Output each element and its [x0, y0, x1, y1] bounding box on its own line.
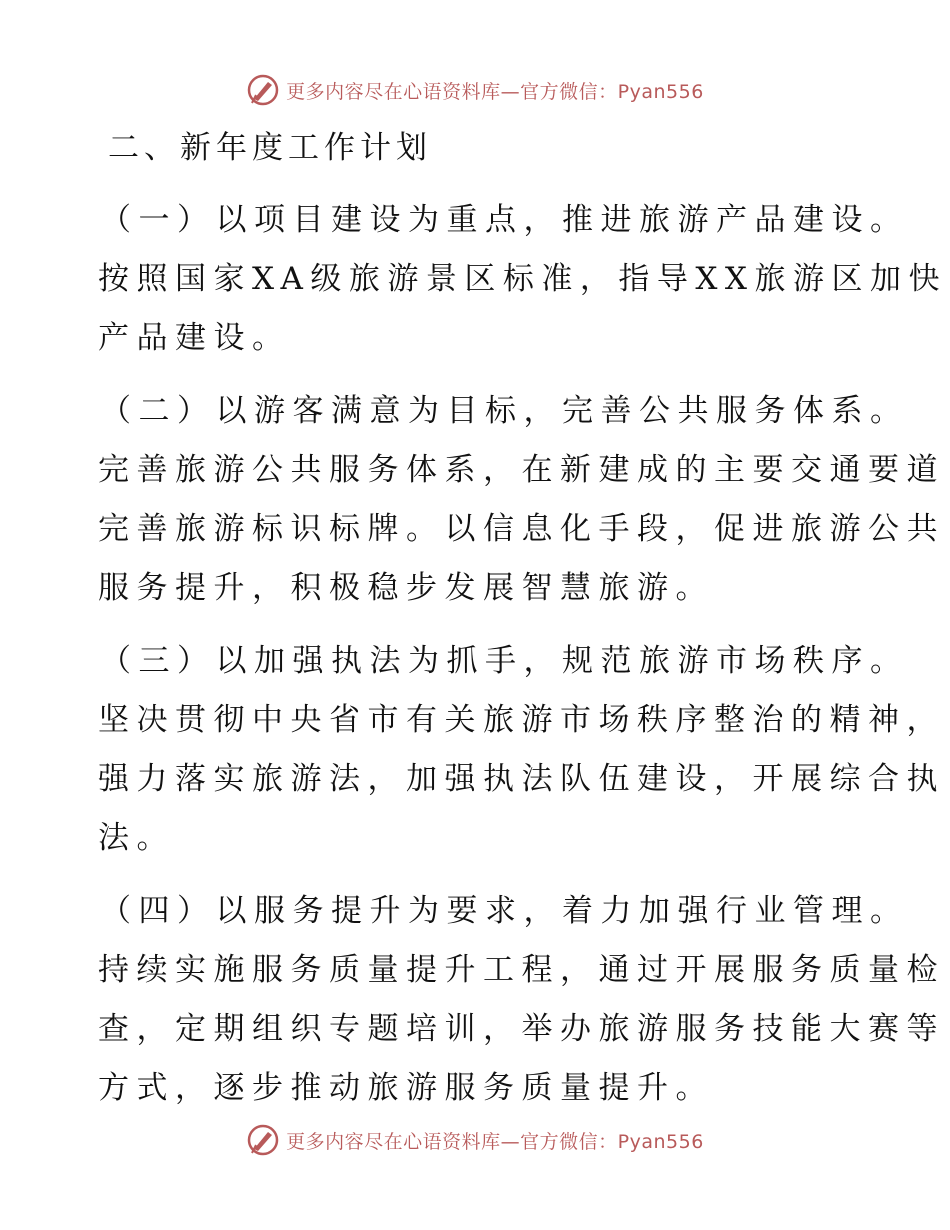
watermark-text: 更多内容尽在心语资料库—官方微信：Pyan556 [286, 1130, 704, 1153]
watermark-text: 更多内容尽在心语资料库—官方微信：Pyan556 [286, 80, 704, 103]
subheading-1: （一）以项目建设为重点，推进旅游产品建设。 [100, 202, 909, 238]
paragraph-line: 完善旅游标识标牌。以信息化手段，促进旅游公共 [98, 511, 945, 547]
paragraph-line: 坚决贯彻中央省市有关旅游市场秩序整治的精神， [98, 702, 945, 738]
quill-logo-icon [246, 73, 280, 107]
paragraph-line: 持续实施服务质量提升工程，通过开展服务质量检 [98, 952, 945, 988]
subheading-3: （三）以加强执法为抓手，规范旅游市场秩序。 [100, 643, 909, 679]
subheading-4: （四）以服务提升为要求，着力加强行业管理。 [100, 893, 909, 929]
paragraph-line: 产品建设。 [98, 320, 291, 356]
paragraph-line: 强力落实旅游法，加强执法队伍建设，开展综合执 [98, 761, 945, 797]
subheading-2: （二）以游客满意为目标，完善公共服务体系。 [100, 393, 909, 429]
paragraph-line: 按照国家XA级旅游景区标准，指导XX旅游区加快 [98, 261, 947, 297]
quill-logo-icon [246, 1123, 280, 1157]
paragraph-line: 方式，逐步推动旅游服务质量提升。 [98, 1070, 714, 1106]
paragraph-line: 完善旅游公共服务体系，在新建成的主要交通要道 [98, 452, 945, 488]
paragraph-line: 法。 [98, 820, 175, 856]
section-title: 二、新年度工作计划 [108, 130, 432, 166]
paragraph-line: 查，定期组织专题培训，举办旅游服务技能大赛等 [98, 1011, 945, 1047]
paragraph-line: 服务提升，积极稳步发展智慧旅游。 [98, 570, 714, 606]
footer-watermark [0, 1120, 950, 1160]
header-watermark [0, 70, 950, 110]
